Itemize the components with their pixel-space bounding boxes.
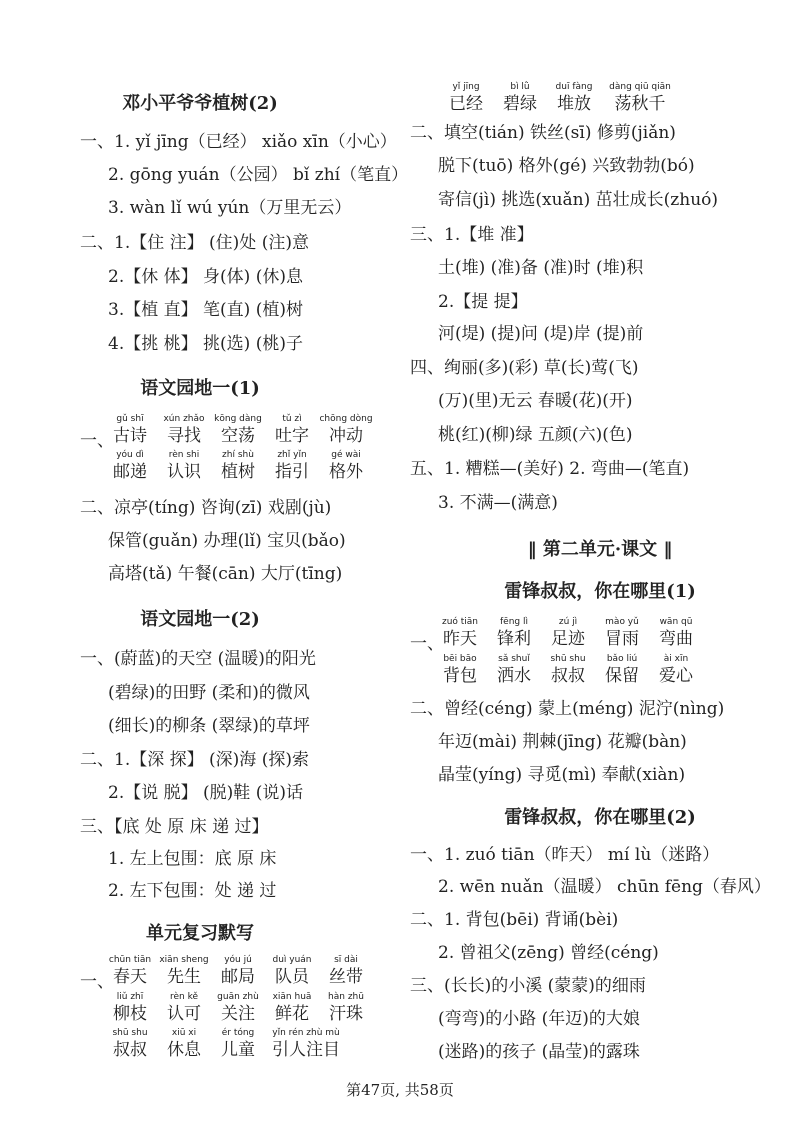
pinyin: liǔ zhī [116,992,144,1002]
answer-line: 四、绚丽(多)(彩) 草(长)莺(飞) [410,358,639,378]
pinyin-word [262,992,322,1025]
hanzi: 队员 [275,967,309,987]
answer-line: 2. 左下包围：处 递 过 [108,881,277,901]
pinyin: ér tóng [221,1028,255,1038]
page-number: 第47页, 共58页 [346,1081,454,1099]
pinyin-word [544,82,604,115]
hanzi: 邮局 [221,967,255,987]
answer-line: 一、(蔚蓝)的天空 (温暖)的阳光 [80,649,316,669]
answer-line: 桃(红)(柳)绿 五颜(六)(色) [438,425,633,445]
pinyin: xiān sheng [159,955,209,965]
pinyin: xún zhǎo [163,414,205,424]
hanzi: 鲜花 [275,1004,309,1024]
pinyin: wān qū [659,617,693,627]
pinyin-word [430,654,490,687]
hanzi: 锋利 [497,629,531,649]
hanzi: 引人注目 [272,1040,340,1060]
pinyin: xiān huā [272,992,312,1002]
pinyin: mào yǔ [605,617,639,627]
answer-line: (碧绿)的田野 (柔和)的微风 [108,683,310,703]
pinyin: tǔ zì [282,414,302,424]
pinyin-word [154,992,214,1025]
pinyin-word-row [80,992,380,1026]
hanzi: 寻找 [167,426,201,446]
item-number: 一、 [80,972,114,992]
answer-line: 一、1. zuó tiān（昨天） mí lù（迷路） [410,845,720,865]
pinyin: rèn kě [169,992,199,1002]
hanzi: 儿童 [221,1040,255,1060]
hanzi: 汗珠 [329,1004,363,1024]
pinyin-word [258,1028,354,1061]
answer-line: 晶莹(yíng) 寻觅(mì) 奉献(xiàn) [438,765,686,785]
hanzi: 吐字 [275,426,309,446]
hanzi: 荡秋千 [614,94,666,114]
answer-line: 二、曾经(céng) 蒙上(méng) 泥泞(nìng) [410,699,725,719]
hanzi: 爱心 [659,666,693,686]
answer-line: 1. 左上包围：底 原 床 [108,849,277,869]
pinyin-word [100,955,160,988]
hanzi: 邮递 [113,462,147,482]
pinyin-word [208,955,268,988]
hanzi: 冒雨 [605,629,639,649]
pinyin-word-row [410,617,710,654]
hanzi: 叔叔 [113,1040,147,1060]
pinyin-word [538,654,598,687]
hanzi: 柳枝 [113,1004,147,1024]
hanzi: 冲动 [329,426,363,446]
pinyin: zuó tiān [441,617,479,627]
pinyin-word-row [80,1028,380,1062]
pinyin-word [592,654,652,687]
pinyin-word-row [80,450,380,484]
pinyin-word-row [410,654,710,688]
hanzi: 叔叔 [551,666,585,686]
answer-line: 2. gōng yuán（公园） bǐ zhí（笔直） [108,165,409,185]
answer-line: 脱下(tuō) 格外(gé) 兴致勃勃(bó) [438,156,695,176]
section-title-leifeng-1: 雷锋叔叔，你在哪里(1) [504,581,696,602]
pinyin-word [100,1028,160,1061]
pinyin-word [316,414,376,447]
hanzi: 足迹 [551,629,585,649]
hanzi: 背包 [443,666,477,686]
pinyin-word [436,82,496,115]
pinyin: guān zhù [217,992,259,1002]
pinyin-word [316,992,376,1025]
pinyin-word [262,450,322,483]
pinyin: yǐn rén zhù mù [272,1028,340,1038]
pinyin: duì yuán [272,955,312,965]
pinyin: fēng lì [500,617,528,627]
item-number: 一、 [80,431,114,451]
answer-line: (万)(里)无云 春暖(花)(开) [438,391,633,411]
pinyin-word [646,654,706,687]
answer-line: 年迈(mài) 荆棘(jīng) 花瓣(bàn) [438,732,687,752]
section-title-review: 单元复习默写 [146,923,254,944]
answer-line: 2.【说 脱】 (脱)鞋 (说)话 [108,783,303,803]
pinyin-word [154,450,214,483]
pinyin: yǐ jīng [452,82,480,92]
hanzi: 弯曲 [659,629,693,649]
pinyin-word [602,82,678,115]
pinyin: dàng qiū qiān [609,82,671,92]
unit-heading: ‖ 第二单元·课文 ‖ [527,539,673,560]
pinyin-word [592,617,652,650]
pinyin-word [538,617,598,650]
answer-line: 3. wàn lǐ wú yún（万里无云） [108,198,352,218]
pinyin-word [100,414,160,447]
answer-line: 三、【底 处 原 床 递 过】 [80,817,269,837]
pinyin-word [484,617,544,650]
hanzi: 空荡 [221,426,255,446]
hanzi: 保留 [605,666,639,686]
pinyin: chōng dòng [319,414,373,424]
pinyin-word [154,1028,214,1061]
hanzi: 春天 [113,967,147,987]
pinyin-word [646,617,706,650]
pinyin-word-row [80,955,380,992]
answer-line: 2.【休 体】 身(体) (休)息 [108,267,303,287]
pinyin-word [316,955,376,988]
answer-line: 3.【植 直】 笔(直) (植)树 [108,300,303,320]
answer-line: 2.【提 提】 [438,292,528,312]
hanzi: 指引 [275,462,309,482]
pinyin: kōng dàng [214,414,262,424]
pinyin-word [490,82,550,115]
hanzi: 古诗 [113,426,147,446]
pinyin: zhǐ yǐn [277,450,307,460]
hanzi: 昨天 [443,629,477,649]
pinyin: shū shu [550,654,586,664]
hanzi: 认识 [167,462,201,482]
pinyin: yóu dì [116,450,144,460]
hanzi: 认可 [167,1004,201,1024]
pinyin: zú jì [558,617,578,627]
hanzi: 已经 [449,94,483,114]
answer-line: 二、1.【深 探】 (深)海 (探)索 [80,750,309,770]
pinyin: sǎ shuǐ [498,654,530,664]
answer-line: 三、1.【堆 准】 [410,225,534,245]
pinyin-word [100,450,160,483]
section-title-yuwen-1: 语文园地一(1) [140,378,260,399]
hanzi: 丝带 [329,967,363,987]
pinyin: bì lǜ [510,82,530,92]
section-title-deng-2: 邓小平爷爷植树(2) [122,93,278,114]
answer-line: 土(堆) (准)备 (准)时 (堆)积 [438,258,644,278]
hanzi: 堆放 [557,94,591,114]
answer-line: 2. wēn nuǎn（温暖） chūn fēng（春风） [438,877,771,897]
hanzi: 植树 [221,462,255,482]
answer-line: 二、填空(tián) 铁丝(sī) 修剪(jiǎn) [410,123,676,143]
pinyin-word [316,450,376,483]
item-number: 一、 [410,634,444,654]
pinyin-word [208,414,268,447]
answer-line: 保管(guǎn) 办理(lǐ) 宝贝(bǎo) [108,531,346,551]
hanzi: 洒水 [497,666,531,686]
pinyin: duī fàng [555,82,593,92]
pinyin: shū shu [112,1028,148,1038]
pinyin: ài xīn [663,654,689,664]
answer-line: (弯弯)的小路 (年迈)的大娘 [438,1009,640,1029]
pinyin-word-row [436,82,736,116]
answer-line: (细长)的柳条 (翠绿)的草坪 [108,716,310,736]
pinyin-word [208,992,268,1025]
answer-line: 五、1. 糟糕—(美好) 2. 弯曲—(笔直) [410,459,690,479]
pinyin: sī dài [334,955,358,965]
pinyin-word [154,414,214,447]
pinyin: xiū xi [171,1028,197,1038]
pinyin: zhí shù [222,450,254,460]
pinyin: hàn zhū [328,992,364,1002]
answer-line: 4.【挑 桃】 挑(选) (桃)子 [108,334,303,354]
pinyin-word-row [80,414,380,451]
pinyin: rèn shi [168,450,200,460]
hanzi: 格外 [329,462,363,482]
pinyin-word [430,617,490,650]
answer-line: 2. 曾祖父(zēng) 曾经(céng) [438,943,659,963]
answer-line: 一、1. yǐ jīng（已经） xiǎo xīn（小心） [80,132,397,152]
pinyin-word [208,450,268,483]
pinyin-word [262,414,322,447]
section-title-leifeng-2: 雷锋叔叔，你在哪里(2) [504,807,696,828]
pinyin-word [484,654,544,687]
hanzi: 碧绿 [503,94,537,114]
answer-line: 高塔(tǎ) 午餐(cān) 大厅(tīng) [108,564,343,584]
answer-line: (迷路)的孩子 (晶莹)的露珠 [438,1042,640,1062]
answer-line: 三、(长长)的小溪 (蒙蒙)的细雨 [410,976,646,996]
answer-line: 二、1.【住 注】 (住)处 (注)意 [80,233,309,253]
answer-line: 3. 不满—(满意) [438,493,558,513]
hanzi: 先生 [167,967,201,987]
pinyin: yóu jú [224,955,252,965]
pinyin: bēi bāo [443,654,477,664]
pinyin: bǎo liú [606,654,638,664]
hanzi: 休息 [167,1040,201,1060]
pinyin-word [154,955,214,988]
answer-line: 河(堤) (提)问 (堤)岸 (提)前 [438,324,644,344]
hanzi: 关注 [221,1004,255,1024]
pinyin-word [100,992,160,1025]
pinyin: chūn tiān [108,955,152,965]
answer-line: 二、凉亭(tíng) 咨询(zī) 戏剧(jù) [80,498,332,518]
section-title-yuwen-2: 语文园地一(2) [140,609,260,630]
pinyin: gé wài [331,450,361,460]
answer-line: 寄信(jì) 挑选(xuǎn) 茁壮成长(zhuó) [438,190,719,210]
pinyin-word [262,955,322,988]
answer-line: 二、1. 背包(bēi) 背诵(bèi) [410,910,619,930]
pinyin: gǔ shī [116,414,144,424]
